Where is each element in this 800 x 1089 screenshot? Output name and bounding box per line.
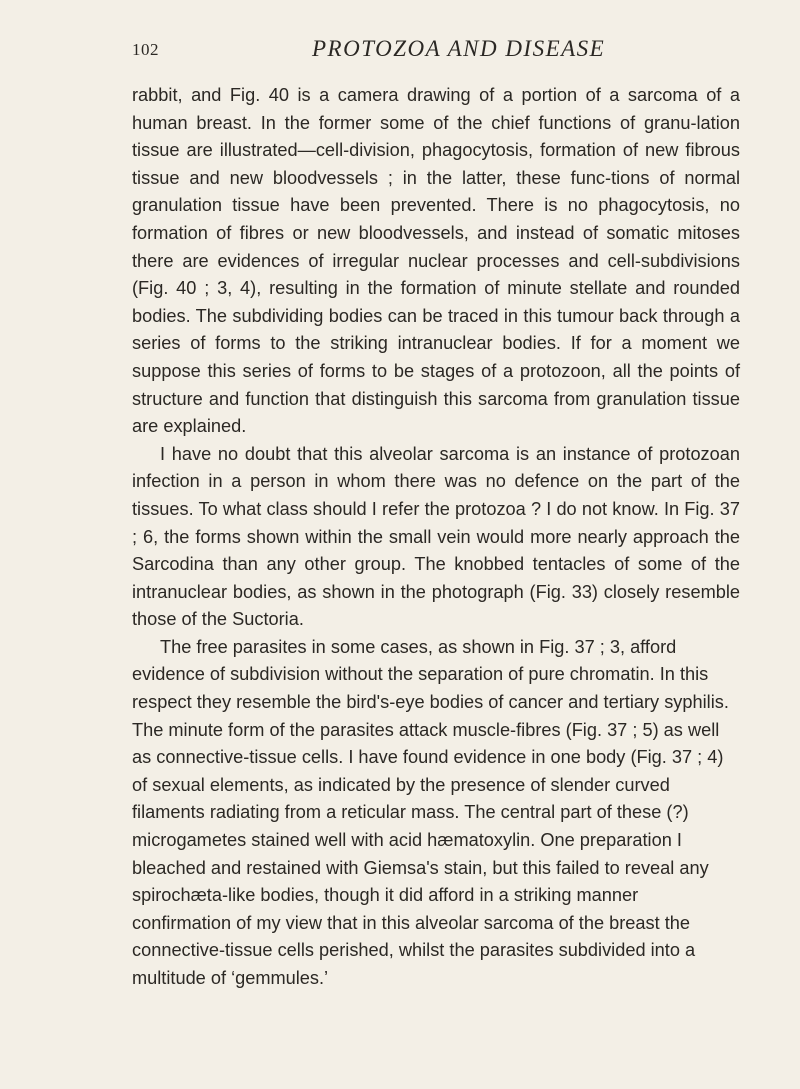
paragraph-1: rabbit, and Fig. 40 is a camera drawing of a portion of a sarcoma of a human breast. In the former some of the chief functions of granu-lation tissue are illustrated—cell-division, phagocytosis, formation of new fibrous tissue and new bloodvessels ; in the latter, these func-tions of normal granulation tissue have been prevented. There is no phagocytosis, no formation of fibres or new bloodvessels, and instead of somatic mitoses there are evidences of irregular nuclear processes and cell-subdivisions (Fig. 40 ; 3, 4), resulting in the formation of minute stellate and rounded bodies. The subdividing bodies can be traced in this tumour back through a series of forms to the striking intranuclear bodies. If for a moment we suppose this series of forms to be stages of a protozoon, all the points of structure and function that distinguish this sarcoma from granulation tissue are explained. [132,85,740,437]
body-text [132,82,740,993]
running-title: PROTOZOA AND DISEASE [312,36,606,61]
paragraph-2: I have no doubt that this alveolar sarcoma is an instance of protozoan infection in a person in whom there was no defence on the part of the tissues. To what class should I refer the protozoa ? I do not know. In Fig. 37 ; 6, the forms shown within the small vein would more nearly approach the Sarcodina than any other group. The knobbed tentacles of some of the intranuclear bodies, as shown in the photograph (Fig. 33) closely resemble those of the Suctoria. [132,443,740,630]
page-header [132,36,732,66]
paragraph-3: The free parasites in some cases, as shown in Fig. 37 ; 3, afford evidence of subdivision without the separation of pure chromatin. In this respect they resemble the bird's-eye bodies of cancer and tertiary syphilis. The minute form of the parasites attack muscle-fibres (Fig. 37 ; 5) as well as connective-tissue cells. I have found evidence in one body (Fig. 37 ; 4) of sexual elements, as indicated by the presence of slender curved filaments radiating from a reticular mass. The central part of these (?) microgametes stained well with acid hæmatoxylin. One preparation I bleached and restained with Giemsa's stain, but this failed to reveal any spirochæta-like bodies, though it did afford in a striking manner confirmation of my view that in this alveolar sarcoma of the breast the connective-tissue cells perished, whilst the parasites subdivided into a multitude of ‘gemmules.’ [132,636,729,988]
page-number: 102 [132,40,159,59]
